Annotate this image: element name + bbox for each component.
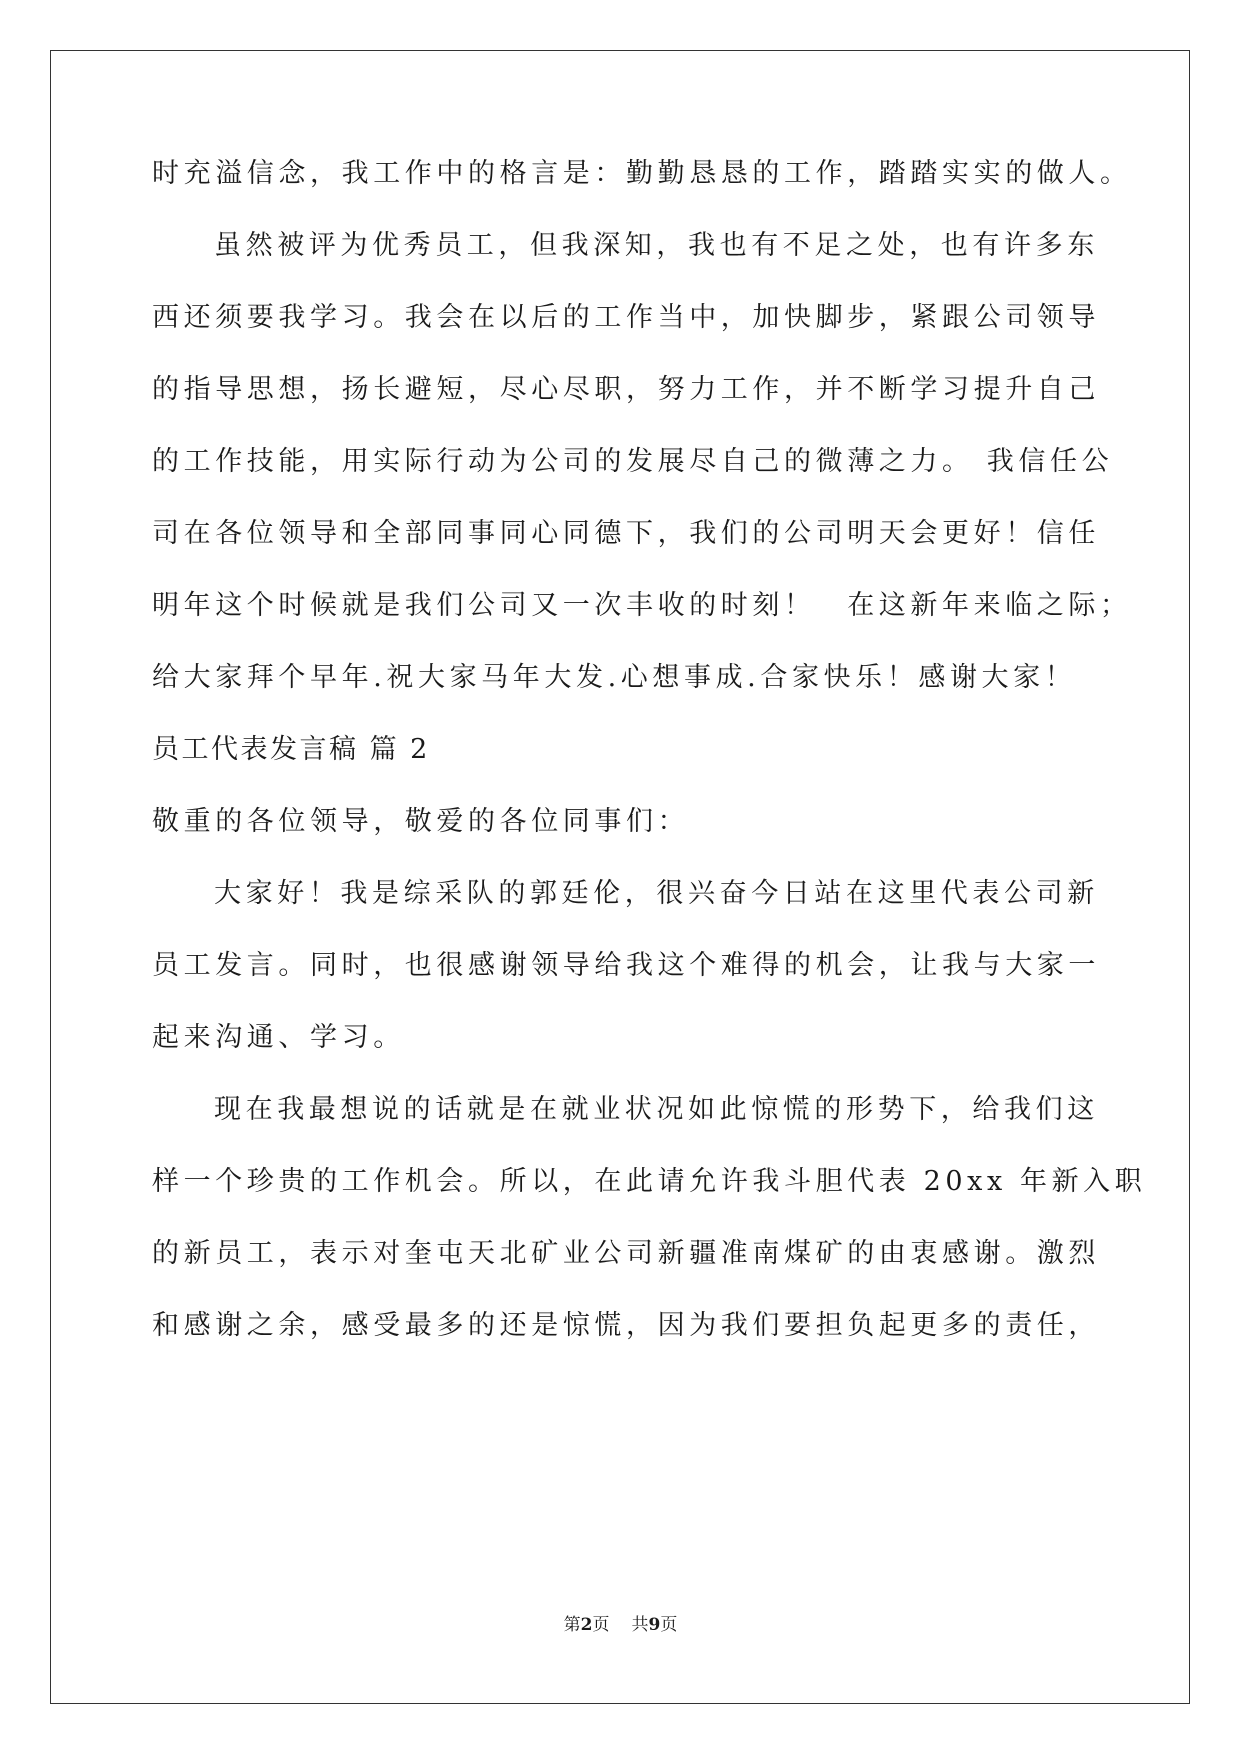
page-footer <box>0 1614 1241 1636</box>
text-line: 和感谢之余，感受最多的还是惊慌，因为我们要担负起更多的责任， <box>152 1310 1100 1341</box>
text-line: 样一个珍贵的工作机会。所以，在此请允许我斗胆代表 20xx 年新入职 <box>152 1166 1147 1197</box>
text-line: 的新员工，表示对奎屯天北矿业公司新疆准南煤矿的由衷感谢。激烈 <box>152 1238 1100 1269</box>
page-suffix: 页 <box>592 1615 610 1635</box>
paragraph-start-line: 虽然被评为优秀员工，但我深知，我也有不足之处，也有许多东 <box>214 230 1099 261</box>
paragraph-start-line: 现在我最想说的话就是在就业状况如此惊慌的形势下，给我们这 <box>214 1094 1099 1125</box>
page-number: 2 <box>580 1615 593 1635</box>
section-heading: 员工代表发言稿 篇 2 <box>152 734 430 765</box>
text-line: 时充溢信念，我工作中的格言是：勤勤恳恳的工作，踏踏实实的做人。 <box>152 158 1132 189</box>
text-line: 司在各位领导和全部同事同心同德下，我们的公司明天会更好！信任 <box>152 518 1100 549</box>
text-line: 起来沟通、学习。 <box>152 1022 405 1053</box>
total-suffix: 页 <box>660 1615 678 1635</box>
text-line: 的工作技能，用实际行动为公司的发展尽自己的微薄之力。 我信任公 <box>152 446 1114 477</box>
text-line: 西还须要我学习。我会在以后的工作当中，加快脚步，紧跟公司领导 <box>152 302 1100 333</box>
paragraph-start-line: 大家好！我是综采队的郭廷伦，很兴奋今日站在这里代表公司新 <box>214 878 1099 909</box>
salutation-line: 敬重的各位领导，敬爱的各位同事们： <box>152 806 690 837</box>
text-line: 的指导思想，扬长避短，尽心尽职，努力工作，并不断学习提升自己 <box>152 374 1100 405</box>
text-line: 明年这个时候就是我们公司又一次丰收的时刻！ 在这新年来临之际； <box>152 590 1132 621</box>
page-prefix: 第 <box>563 1615 581 1635</box>
text-line: 给大家拜个早年.祝大家马年大发.心想事成.合家快乐！感谢大家！ <box>152 662 1077 693</box>
total-pages: 9 <box>648 1615 661 1635</box>
text-line: 员工发言。同时，也很感谢领导给我这个难得的机会，让我与大家一 <box>152 950 1100 981</box>
total-prefix: 共 <box>631 1615 649 1635</box>
